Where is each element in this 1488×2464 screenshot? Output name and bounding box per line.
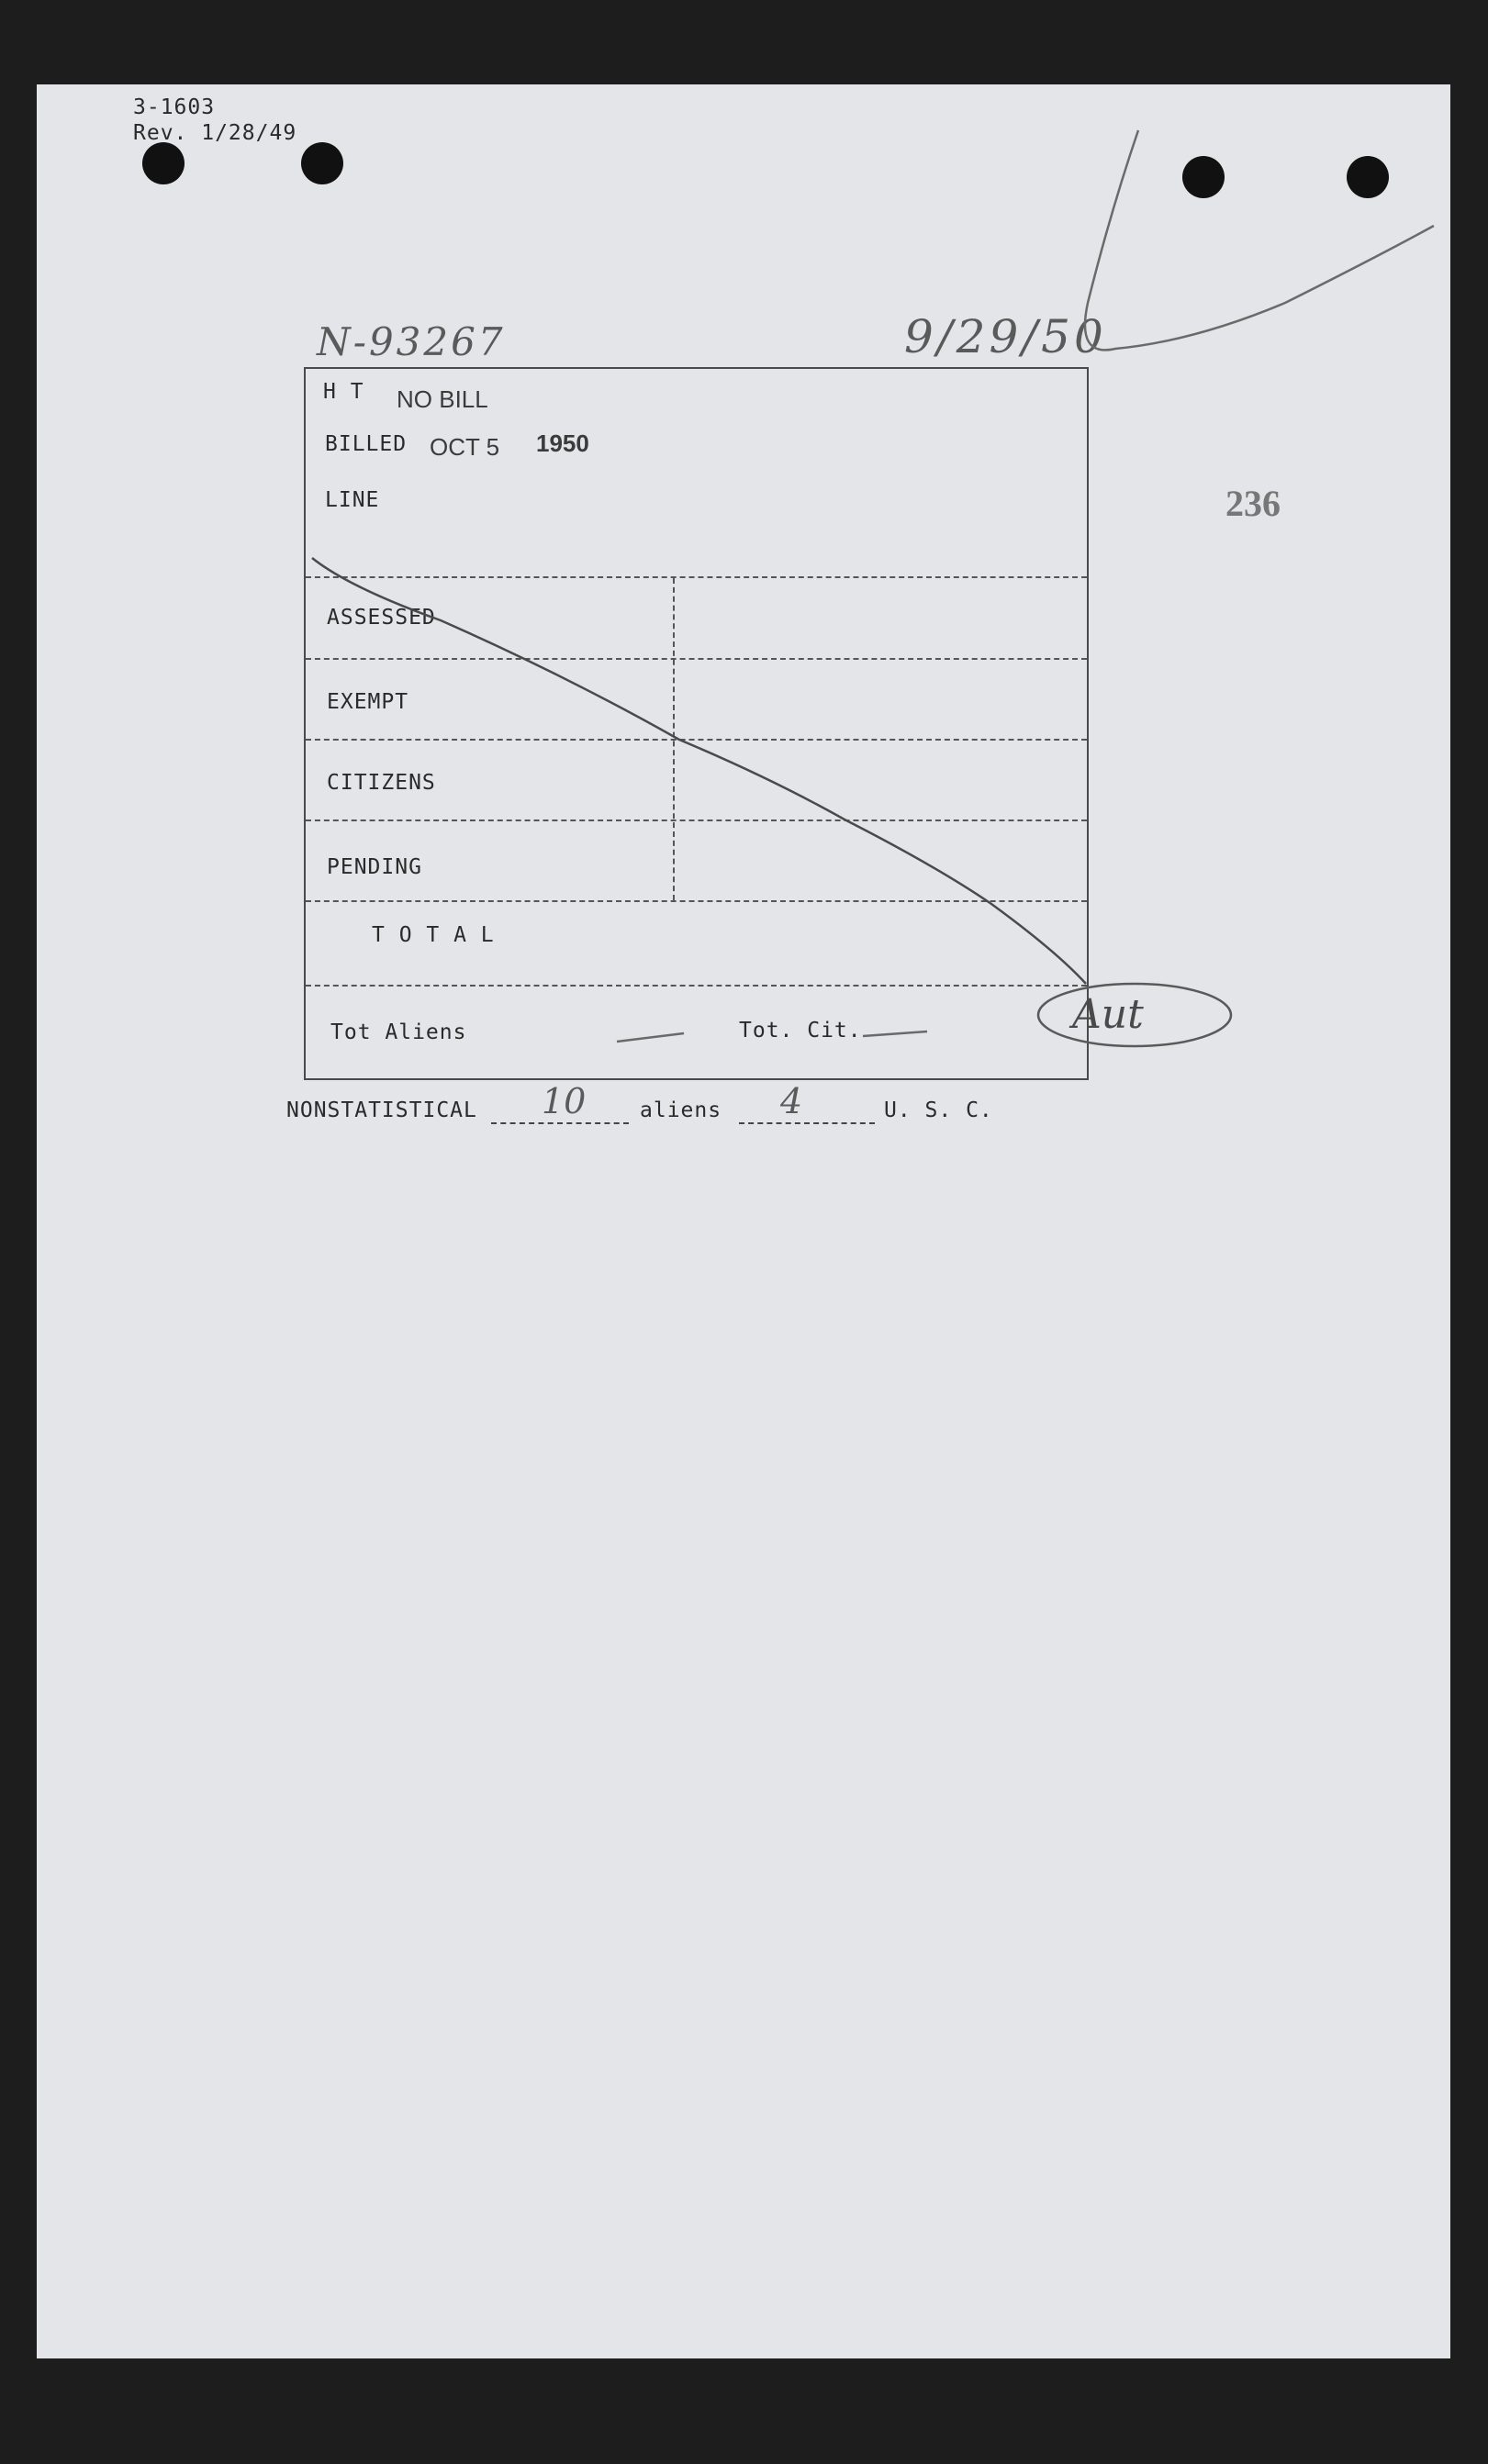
aliens-count: 10 bbox=[542, 1081, 587, 1121]
strike-through-line bbox=[312, 558, 1086, 984]
no-bill-stamp: NO BILL bbox=[397, 385, 488, 413]
total-label: T O T A L bbox=[372, 923, 495, 947]
manifest-number: N-93267 bbox=[317, 319, 506, 364]
tot-aliens-label: Tot Aliens bbox=[330, 1020, 467, 1044]
corner-flourish bbox=[1085, 130, 1434, 350]
ht-label: H T bbox=[323, 380, 364, 404]
billed-stamp-date: OCT 5 bbox=[430, 433, 500, 461]
dash-mark bbox=[863, 1031, 927, 1036]
revision-date: Rev. 1/28/49 bbox=[133, 121, 297, 145]
tot-cit-label: Tot. Cit. bbox=[739, 1019, 862, 1042]
billed-stamp-year: 1950 bbox=[536, 429, 589, 457]
usc-count-underline bbox=[739, 1122, 875, 1124]
line-label: LINE bbox=[325, 488, 380, 512]
nonstatistical-label: NONSTATISTICAL bbox=[286, 1098, 477, 1122]
initials: Aut bbox=[1072, 991, 1144, 1038]
usc-count: 4 bbox=[780, 1081, 803, 1121]
handwritten-date: 9/29/50 bbox=[904, 310, 1107, 363]
row-label-exempt: EXEMPT bbox=[327, 690, 409, 714]
row-label-pending: PENDING bbox=[327, 855, 422, 879]
dash-mark bbox=[617, 1033, 684, 1042]
form-code: 3-1603 bbox=[133, 95, 216, 119]
aliens-count-underline bbox=[491, 1122, 629, 1124]
row-label-assessed: ASSESSED bbox=[327, 606, 436, 630]
usc-label: U. S. C. bbox=[884, 1098, 993, 1122]
row-label-citizens: CITIZENS bbox=[327, 771, 436, 795]
billed-label: BILLED bbox=[325, 432, 408, 456]
page-number: 236 bbox=[1225, 483, 1281, 524]
aliens-label: aliens bbox=[640, 1098, 722, 1122]
